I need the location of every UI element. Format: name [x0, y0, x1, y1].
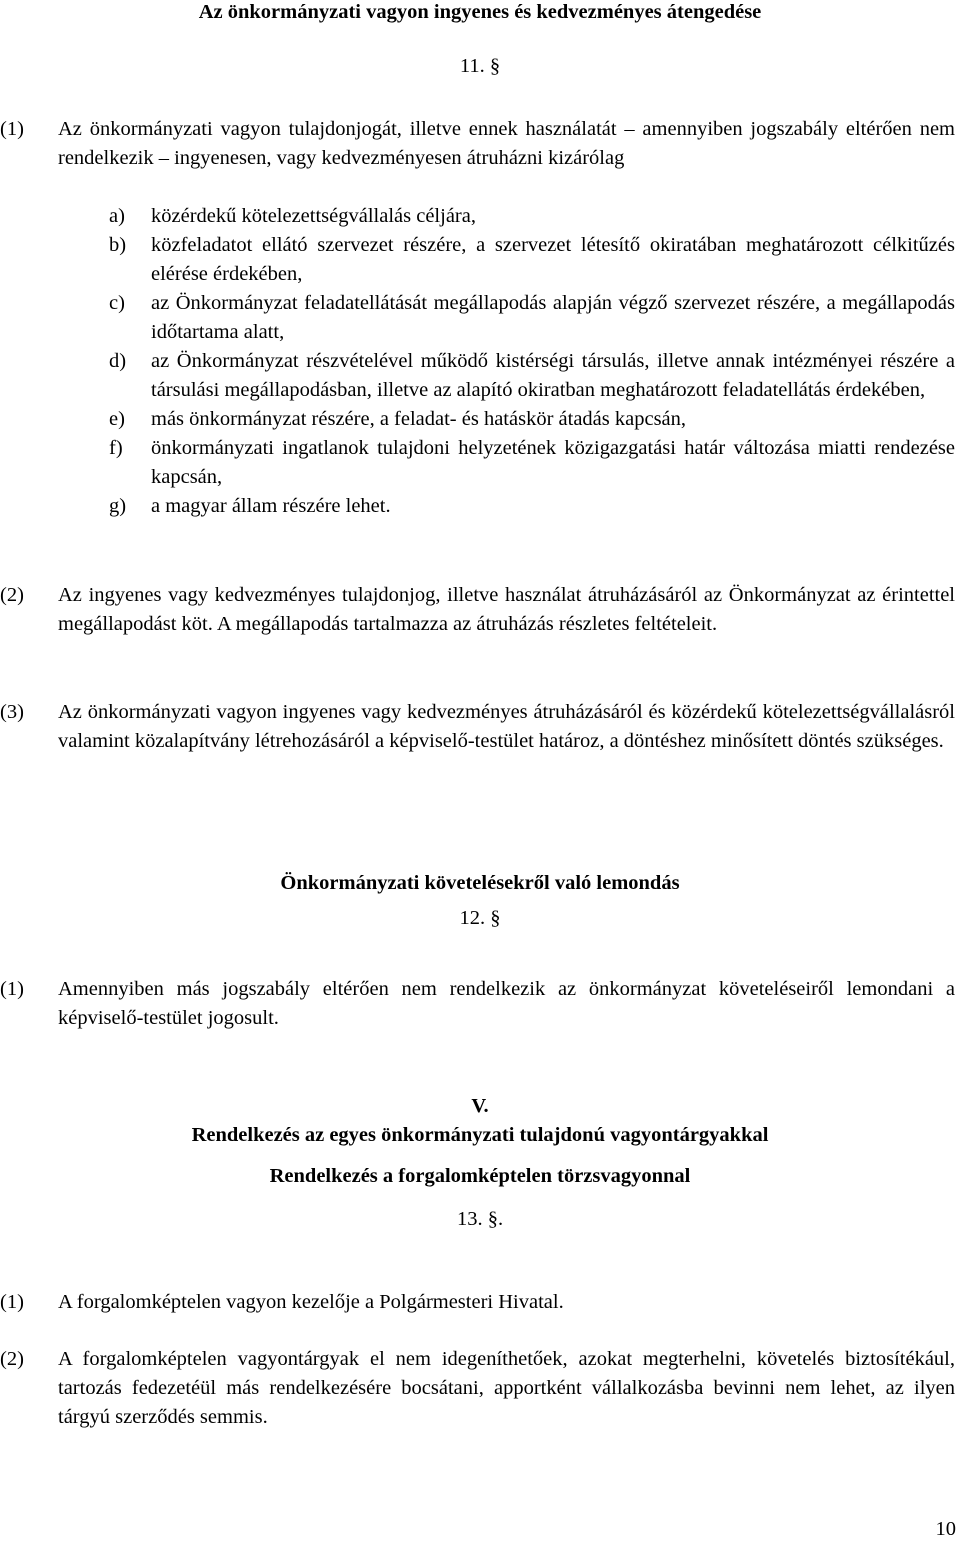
- section-13-paragraph-1: [0, 1288, 955, 1317]
- section-11-number: 11. §: [459, 55, 501, 77]
- list-item-text: az Önkormányzat részvételével működő kistérségi társulás, illetve annak intézményei részére a társulási megállapodásban, illetve az alapító okiratban meghatározott feladatellátás érdekében,: [151, 350, 955, 401]
- section-12-paragraph-1: [0, 975, 955, 1033]
- paragraph-number: (3): [0, 701, 24, 723]
- list-item: [109, 492, 955, 521]
- section-13-paragraph-2: [0, 1345, 955, 1432]
- section-11-item-list: [109, 202, 955, 521]
- list-item-label: c): [109, 292, 125, 314]
- chapter-subtitle: Rendelkezés a forgalomképtelen törzsvagyonnal: [269, 1165, 691, 1187]
- list-item-text: közérdekű kötelezettségvállalás céljára,: [151, 205, 476, 227]
- list-item-label: d): [109, 350, 127, 372]
- page-number: 10: [935, 1518, 956, 1540]
- list-item: [109, 202, 955, 231]
- section-11-paragraph-2: [0, 581, 955, 639]
- paragraph-text: A forgalomképtelen vagyontárgyak el nem idegeníthetőek, azokat megterhelni, követelés biztosítékául, tartozás fedezetéül más rendelkezésére bocsátani, apportként vállalkozásba bevinni nem lehet, az ilyen tárgyú szerződés semmis.: [58, 1348, 955, 1428]
- section-12-number: 12. §: [459, 907, 501, 929]
- paragraph-number: (1): [0, 1291, 24, 1313]
- list-item: [109, 347, 955, 405]
- list-item: [109, 405, 955, 434]
- chapter-title: Rendelkezés az egyes önkormányzati tulajdonú vagyontárgyakkal: [191, 1124, 769, 1146]
- paragraph-text: A forgalomképtelen vagyon kezelője a Polgármesteri Hivatal.: [58, 1291, 564, 1313]
- paragraph-number: (2): [0, 584, 24, 606]
- section-13-number: 13. §.: [456, 1208, 504, 1230]
- paragraph-text: Az önkormányzati vagyon tulajdonjogát, illetve ennek használatát – amennyiben jogszabály eltérően nem rendelkezik – ingyenesen, vagy kedvezményesen átruházni kizárólag: [58, 118, 955, 169]
- list-item: [109, 289, 955, 347]
- paragraph-number: (1): [0, 118, 24, 140]
- list-item-text: közfeladatot ellátó szervezet részére, a szervezet létesítő okiratában meghatározott célkitűzés elérése érdekében,: [151, 234, 955, 285]
- list-item-text: önkormányzati ingatlanok tulajdoni helyzetének közigazgatási határ változása miatti rendezése kapcsán,: [151, 437, 955, 488]
- section-11-paragraph-3: [0, 698, 955, 756]
- list-item-label: b): [109, 234, 127, 256]
- list-item-label: g): [109, 495, 127, 517]
- chapter-roman-numeral: V.: [471, 1095, 489, 1117]
- section-12-title: Önkormányzati követelésekről való lemondás: [280, 872, 680, 894]
- paragraph-text: Az önkormányzati vagyon ingyenes vagy kedvezményes átruházásáról és közérdekű kötelezettségvállalásról valamint közalapítvány létrehozásáról a képviselő-testület határoz, a döntéshez minősített döntés szükséges.: [58, 701, 955, 752]
- list-item-text: a magyar állam részére lehet.: [151, 495, 391, 517]
- paragraph-text: Az ingyenes vagy kedvezményes tulajdonjog, illetve használat átruházásáról az Önkormányzat az érintettel megállapodást köt. A megállapodás tartalmazza az átruházás részletes feltételeit.: [58, 584, 955, 635]
- list-item-label: a): [109, 205, 125, 227]
- list-item-text: más önkormányzat részére, a feladat- és hatáskör átadás kapcsán,: [151, 408, 687, 430]
- paragraph-number: (1): [0, 978, 24, 1000]
- paragraph-number: (2): [0, 1348, 24, 1370]
- section-11-paragraph-1: [0, 115, 955, 173]
- list-item-text: az Önkormányzat feladatellátását megállapodás alapján végző szervezet részére, a megállapodás időtartama alatt,: [151, 292, 955, 343]
- list-item: [109, 434, 955, 492]
- section-11-title: Az önkormányzati vagyon ingyenes és kedvezményes átengedése: [198, 1, 762, 23]
- paragraph-text: Amennyiben más jogszabály eltérően nem rendelkezik az önkormányzat követeléseiről lemondani a képviselő-testület jogosult.: [58, 978, 955, 1029]
- list-item: [109, 231, 955, 289]
- list-item-label: e): [109, 408, 125, 430]
- list-item-label: f): [109, 437, 123, 459]
